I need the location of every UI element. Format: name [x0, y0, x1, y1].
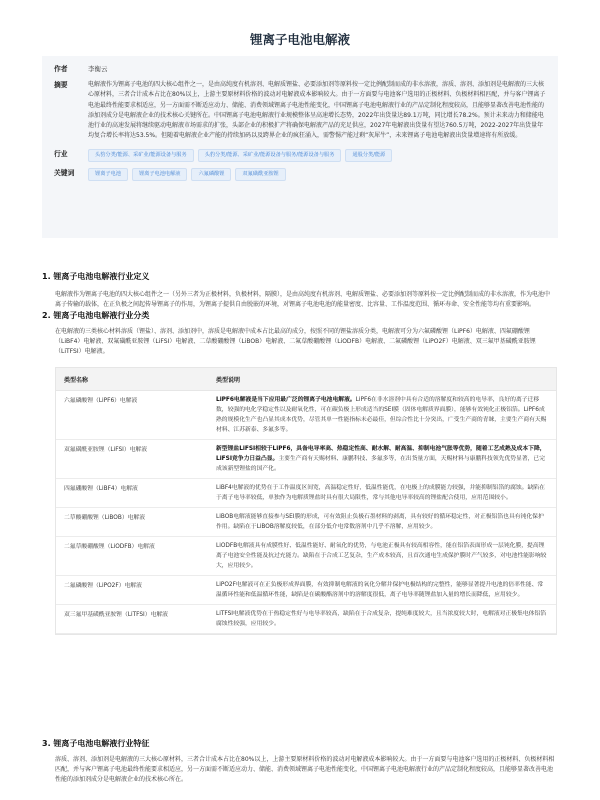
industry-tags [88, 149, 546, 162]
type-detail: LiBOB电解液能够直接参与SEI膜的形成，可有效阻止负极石墨材料的剥离，具有较好的循环稳定性，对正极铝箔也具有钝化保护作用。缺陷在于LiBOB溶解度较低，在部分低介电常数溶剂中几乎不溶解，应用较少。 [216, 514, 544, 530]
author-name: 李衡云 [88, 65, 108, 73]
author-label: 作者 [54, 65, 68, 73]
author-row [54, 64, 546, 74]
classification-table [55, 367, 557, 635]
type-name: 二氟磷酸锂（LiPO2F）电解液 [56, 576, 208, 605]
type-detail: LiPF6在非水溶剂中具有合适的溶解度和较高的电导率，良好的离子迁移数，较强的电化学稳定性以及耐氧化性，可在碳负极上形成适当的SEI膜（固体电解质界面膜），能够有效钝化正极铝箔。LiPF6成熟的规模化生产也凸显其成本优势，尽管其单一性能指标未必最佳，但综合性比十分突出，广受生产商的青睐，主要生产商有天赐材料、江苏新泰、多氟多等。 [216, 397, 547, 433]
abstract-text: 电解液作为锂离子电池的四大核心组件之一，是由高纯度有机溶剂、电解质锂盐、必要添加剂等原料按一定比例配制而成的非水溶液，溶质、溶剂、添加剂是电解液的三大核心原材料，三者合计成本占比在80%以上，上游主要原材料价格的波动对电解液成本影响较大。由于一方面要与电池客户选用的正极材料、负极材料相匹配，并与客户锂离子电池最终性能要求相适应，另一方面需不断适应动力、储能、消费领域锂离子电池性能变化，中国锂离子电池电解液行业的产品定制化程度较高，且能够显著改善电池性能的添加剂成分是电解液企业的技术核心关键所在。中国锂离子电池电解液行业规模整体呈高速增长态势，2022年出货量达89.1万吨，同比增长78.2%。预计未来动力和储能电池行业的高速发展将继续驱动电解液市场需求的扩张，头部企业的积极扩产将确保电解液产品的充足供应，2027年电解液出货量有望达760.5万吨，2022-2027年出货量年均复合增长率将达53.5%。但随着电解液企业产能的持续加码以及跨界企业的疯狂涌入，需警惕产能过剩“灰犀牛”，未来锂离子电池电解液出货量增速将有所放缓。 [88, 81, 546, 140]
type-detail: LiTFSI电解液优势在于热稳定性好与电导率较高，缺陷在于合成复杂，提纯难度较大，且当浓度较大时，电解液对正极集电体铝箔腐蚀性较强，应用较少。 [216, 611, 547, 627]
industry-label: 行业 [54, 150, 68, 159]
type-name: 二氟草酸硼酸锂（LiODFB）电解液 [56, 537, 208, 576]
type-name: 双氟磺酰亚胺锂（LiFSI）电解液 [56, 440, 208, 479]
type-description [208, 576, 556, 605]
table-row [56, 479, 556, 508]
table-row [56, 537, 556, 576]
type-name: 四氟硼酸锂（LiBF4）电解液 [56, 479, 208, 508]
table-row [56, 576, 556, 605]
page-title: 锂离子电池电解液 [249, 32, 350, 47]
type-description [208, 479, 556, 508]
keyword-tag[interactable]: 锂离子电池电解液 [132, 168, 188, 181]
section-text-features: 溶质、溶剂、添加剂是电解液的三大核心原材料，三者合计成本占比在80%以上，上游主要原材料价格的波动对电解液成本影响较大。由于一方面要与电池客户选用的正极材料、负极材料相匹配，并与客户锂离子电池最终性能要求相适应，另一方面需不断适应动力、储能、消费领域锂离子电池性能变化，中国锂离子电池电解液行业的产品定制化程度较高，且能够显著改善电池性能的添加剂成分是电解液企业的技术核心所在。 [55, 756, 555, 783]
table-row [56, 508, 556, 537]
abstract-row [54, 80, 546, 141]
type-highlight: LiPF6电解液是当下应用最广泛的锂离子电池电解液。 [216, 397, 356, 403]
type-description [208, 440, 556, 479]
section-text-classification: 在电解液的三类核心材料溶质（锂盐）、溶剂、添加剂中，溶质是电解液中成本占比最高的成分，按照不同的锂盐溶质分类，电解液可分为六氟磷酸锂（LiPF6）电解液、四氟硼酸锂（LiBF4）电解液、双氟磺酰亚胺锂（LiFSI）电解液、二草酸硼酸锂（LiBOB）电解液、二氟草酸硼酸锂（LiODFB）电解液、二氟磷酸锂（LiPO2F）电解液、双三氟甲基磺酰亚胺锂（LiTFSI）电解液。 [55, 328, 536, 355]
industry-row [54, 149, 546, 162]
table-row [56, 605, 556, 634]
type-name: 二草酸硼酸锂（LiBOB）电解液 [56, 508, 208, 537]
type-detail: LiBF4电解液的优势在于工作温度区间宽，高温稳定性好，低温性能优，在电极上的成膜能力较强，并能抑制铝箔的腐蚀。缺陷在于离子电导率较低，单独作为电解质锂盐时具有很大局限性，常与其他电导率较高的锂盐配合使用，应用范围较小。 [216, 485, 545, 501]
section-heading-definition: 1. 锂离子电池电解液行业定义 [42, 272, 150, 281]
industry-tag[interactable]: 头豹分类/能源、采矿业/能源设备与服务 [88, 149, 194, 162]
type-highlight: 新型锂盐LiFSI相较于LiPF6，具备电导率高、热稳定性高、耐水解、耐高温、抑制电池气胀等优势，随着工艺成熟及成本下降，LiFSI竞争力日益凸显。 [216, 446, 546, 462]
meta-block [42, 56, 558, 238]
table-header-row [56, 368, 556, 391]
industry-tag[interactable]: 头豹分类/能源、采矿业/能源设备与服务/能源设备与服务 [198, 149, 342, 162]
type-description [208, 605, 556, 634]
type-description [208, 391, 556, 440]
type-description [208, 508, 556, 537]
section-heading-features: 3. 锂离子电池电解液行业特征 [42, 739, 150, 748]
table-header-type: 类型名称 [56, 368, 208, 391]
type-detail: 主要生产商有天赐材料、康鹏科技、多氟多等，在出货量方面，天赐材料与康鹏科技领先优势显著，已完成该新型锂盐的国产化。 [216, 456, 546, 472]
keyword-tag[interactable]: 六氟磷酸锂 [191, 168, 231, 181]
section-heading-classification: 2. 锂离子电池电解液行业分类 [42, 311, 150, 320]
keyword-tag[interactable]: 双氟磺酰亚胺锂 [235, 168, 285, 181]
table-header-description: 类型说明 [208, 368, 556, 391]
type-name: 双三氟甲基磺酰亚胺锂（LiTFSI）电解液 [56, 605, 208, 634]
table-row [56, 391, 556, 440]
type-detail: LiPO2F电解液可在正负极形成界面膜，有效抑制电解液的氧化分解并保护电极结构的完整性，能够显著提升电池的倍率性能、常温循环性能和低温循环性能，缺陷是在碳酸酯溶剂中的溶解度很低，离子电导率随锂盐加入量的增长而降低，应用较少。 [216, 582, 544, 598]
keyword-tag[interactable]: 锂离子电池 [88, 168, 128, 181]
section-text-definition: 电解液作为锂离子电池的四大核心组件之一（另外三者为正极材料，负极材料，隔膜），是由高纯度有机溶剂、电解质锂盐、必要添加剂等原料按一定比例配制而成的非水溶液，作为电池中离子传输的载体，在正负极之间起传导锂离子的作用，为锂离子提供自由脱嵌的环境，对锂离子电池电池的能量密度、比容量、工作温度范围、循环寿命、安全性能等均有重要影响。 [55, 291, 551, 308]
type-name: 六氟磷酸锂（LiPF6）电解液 [56, 391, 208, 440]
abstract-label: 摘要 [54, 81, 68, 90]
industry-tag[interactable]: 通股分类/能源 [345, 149, 392, 162]
keywords-row [54, 168, 546, 181]
keywords-label: 关键词 [54, 169, 75, 178]
type-description [208, 537, 556, 576]
table-row [56, 440, 556, 479]
keyword-tags [88, 168, 546, 181]
type-detail: LiODFB电解液具有成膜性好、低温性能好、耐氧化的优势，与电池正极具有较高相容性，能在铝箔表面形成一层钝化膜，提高锂离子电池安全性能及抗过充能力。缺陷在于合成工艺复杂，生产成本较高，且首次通电生成保护膜时产气较多，对电池性能影响较大，应用较少。 [216, 543, 547, 569]
